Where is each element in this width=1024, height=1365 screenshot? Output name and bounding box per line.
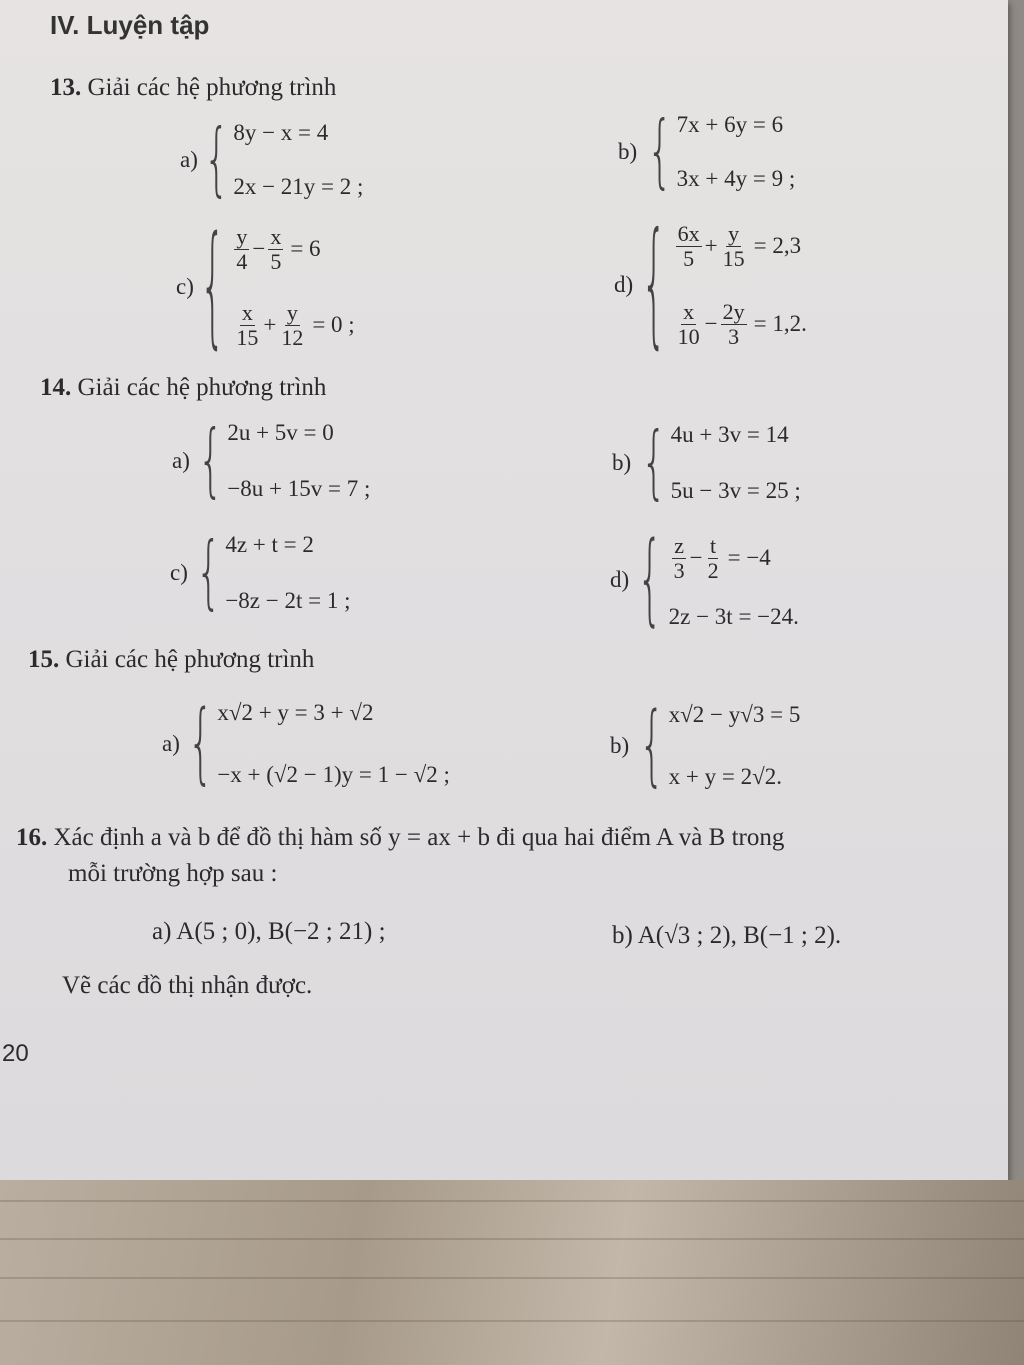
exercise-13-number: 13. [50, 74, 82, 101]
ex16-part-a: a) A(5 ; 0), B(−2 ; 21) ; [152, 918, 386, 945]
fraction: $\frac{x}{15}$ [236, 300, 259, 350]
exercise-16-line1 [16, 820, 784, 856]
fraction: $\frac{y}{15}$ [722, 221, 745, 271]
page-number: 20 [2, 1040, 29, 1067]
ex13-system-b [618, 106, 796, 198]
ex13-d-eq2: $\frac{x}{10}$ − $\frac{2y}{3}$ = 1,2. [677, 299, 807, 349]
fraction: $\frac{y}{4}$ [236, 224, 248, 274]
fraction: $\frac{x}{5}$ [270, 224, 282, 274]
ex13-c-label: c) [176, 274, 194, 299]
ex15-a-eq2: −x + (√2 − 1)y = 1 − √2 ; [217, 762, 450, 788]
exercise-16-line2: mỗi trường hợp sau : [68, 860, 278, 887]
exercise-14-number: 14. [40, 374, 72, 401]
ex15-b-eq1: x√2 − y√3 = 5 [668, 701, 801, 727]
brace-icon: { [197, 415, 224, 507]
exercise-16-text: Xác định a và b để đồ thị hàm số y = ax + b đi qua hai điểm A và B trong [53, 824, 785, 851]
brace-icon: { [637, 522, 663, 638]
ex14-a-eq1: 2u + 5v = 0 [227, 419, 334, 445]
ex13-c-eq2: $\frac{x}{15}$ + $\frac{y}{12}$ = 0 ; [236, 300, 355, 350]
exercise-13-title [50, 74, 336, 102]
fraction: $\frac{t}{2}$ [707, 533, 719, 583]
ex13-d-eq1: $\frac{6x}{5}$ + $\frac{y}{15}$ = 2,3 [677, 221, 802, 271]
exercise-15-number: 15. [28, 646, 60, 673]
brace-icon: { [199, 211, 226, 363]
brace-icon: { [641, 417, 667, 509]
ex13-b-eq2: 3x + 4y = 9 ; [676, 166, 796, 192]
ex14-b-eq2: 5u − 3v = 25 ; [670, 478, 801, 504]
exercise-14-title [40, 374, 326, 402]
ex14-system-b [612, 417, 801, 509]
exercise-13-text: Giải các hệ phương trình [87, 74, 337, 101]
ex14-a-label: a) [172, 448, 190, 473]
ex15-a-eq1: x√2 + y = 3 + √2 [217, 699, 374, 725]
ex13-a-label: a) [180, 147, 198, 172]
ex15-system-a [162, 693, 450, 795]
ex14-system-a [172, 415, 371, 507]
exercise-15-text: Giải các hệ phương trình [65, 646, 315, 673]
brace-icon: { [203, 114, 230, 206]
brace-icon: { [647, 106, 673, 198]
exercise-14-text: Giải các hệ phương trình [77, 374, 327, 401]
fraction: $\frac{6x}{5}$ [677, 221, 700, 271]
ex13-b-eq1: 7x + 6y = 6 [676, 111, 784, 137]
ex13-system-d [614, 206, 807, 364]
ex14-d-eq2: 2z − 3t = −24. [668, 604, 799, 630]
exercise-16-number: 16. [16, 824, 48, 851]
fraction: $\frac{2y}{3}$ [722, 299, 745, 349]
ex16-footer: Vẽ các đồ thị nhận được. [62, 972, 313, 999]
ex14-d-label: d) [610, 567, 630, 592]
ex14-b-label: b) [612, 450, 632, 475]
ex14-c-eq2: −8z − 2t = 1 ; [225, 588, 351, 614]
brace-icon: { [195, 527, 222, 619]
ex13-a-eq2: 2x − 21y = 2 ; [233, 174, 364, 200]
exercise-15-title [28, 646, 314, 674]
ex15-b-label: b) [610, 733, 630, 758]
ex15-a-label: a) [162, 731, 180, 756]
ex13-system-a [180, 114, 364, 206]
ex16-part-b: b) A(√3 ; 2), B(−1 ; 2). [612, 922, 842, 949]
brace-icon: { [641, 206, 667, 364]
ex14-system-c [170, 527, 351, 619]
ex14-c-eq1: 4z + t = 2 [225, 531, 314, 557]
ex14-system-d [610, 522, 799, 638]
fraction: $\frac{x}{10}$ [677, 299, 700, 349]
ex13-c-eq1: $\frac{y}{4}$ − $\frac{x}{5}$ = 6 [236, 224, 321, 274]
ex15-system-b [610, 695, 801, 797]
fraction: $\frac{z}{3}$ [673, 533, 685, 583]
ex13-d-label: d) [614, 272, 634, 297]
ex13-system-c [176, 211, 355, 363]
section-heading: IV. Luyện tập [50, 10, 210, 40]
ex15-b-eq2: x + y = 2√2. [668, 764, 782, 790]
ex14-c-label: c) [170, 560, 188, 585]
ex14-a-eq2: −8u + 15v = 7 ; [227, 476, 371, 502]
desk-surface [0, 1180, 1024, 1365]
ex13-b-label: b) [618, 139, 638, 164]
brace-icon: { [639, 695, 665, 797]
ex13-a-eq1: 8y − x = 4 [233, 119, 329, 145]
ex14-d-eq1: $\frac{z}{3}$ − $\frac{t}{2}$ = −4 [673, 533, 771, 583]
brace-icon: { [187, 693, 214, 795]
fraction: $\frac{y}{12}$ [281, 300, 304, 350]
ex14-b-eq1: 4u + 3v = 14 [670, 421, 789, 447]
